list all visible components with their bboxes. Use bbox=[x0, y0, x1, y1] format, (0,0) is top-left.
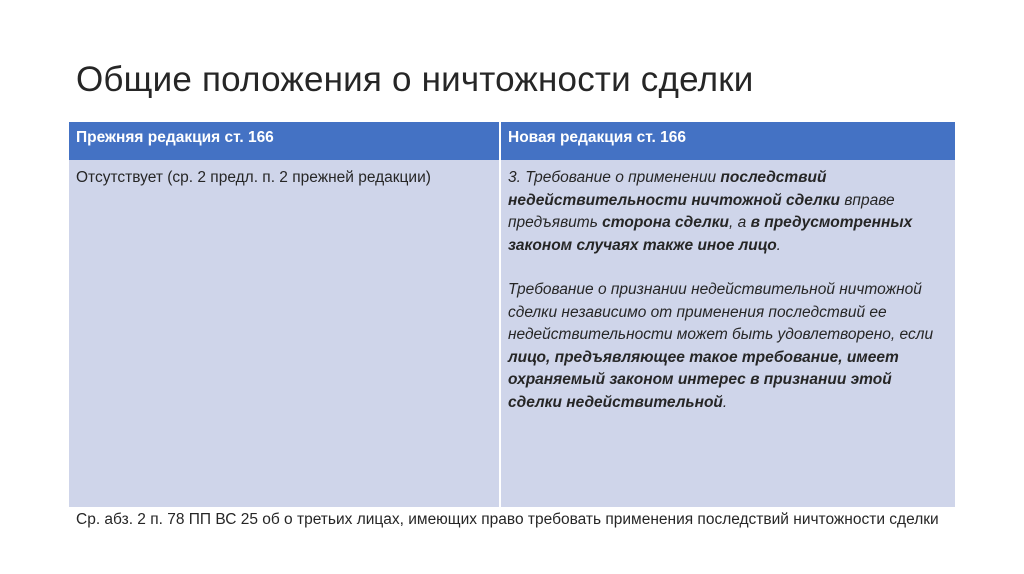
text-run: . bbox=[776, 236, 781, 254]
new-edition-paragraph-1 bbox=[508, 167, 948, 257]
text-run: 3. Требование о применении bbox=[508, 169, 721, 186]
footnote: Ср. абз. 2 п. 78 ПП ВС 25 об о третьих лицах, имеющих право требовать применения последствий ничтожности сделки bbox=[76, 511, 939, 528]
header-new-edition: Новая редакция ст. 166 bbox=[500, 122, 955, 160]
emphasis-text: в предусмотренных законом случаях также иное лицо bbox=[508, 214, 913, 254]
text-run: Требование о признании недействительной ничтожной сделки независимо от применения последствий ее недействительности может быть удовлетворено, если bbox=[508, 281, 934, 343]
slide-title: Общие положения о ничтожности сделки bbox=[76, 60, 754, 99]
table-row bbox=[69, 160, 955, 507]
emphasis-text: последствий недействительности ничтожной сделки bbox=[508, 169, 841, 209]
text-run: вправе предъявить bbox=[508, 191, 895, 231]
comparison-table bbox=[69, 122, 955, 507]
text-run: , а bbox=[729, 214, 751, 231]
table-header-row bbox=[69, 122, 955, 160]
emphasis-text: сторона сделки bbox=[602, 214, 730, 231]
cell-new-edition bbox=[500, 160, 955, 507]
new-edition-paragraph-2 bbox=[508, 279, 948, 414]
emphasis-text: лицо, предъявляющее такое требование, имеет охраняемый законом интерес в признании этой сделки недействительной bbox=[508, 348, 899, 411]
text-run: . bbox=[722, 393, 728, 411]
cell-old-edition: Отсутствует (ср. 2 предл. п. 2 прежней редакции) bbox=[69, 160, 500, 507]
header-old-edition: Прежняя редакция ст. 166 bbox=[69, 122, 500, 160]
